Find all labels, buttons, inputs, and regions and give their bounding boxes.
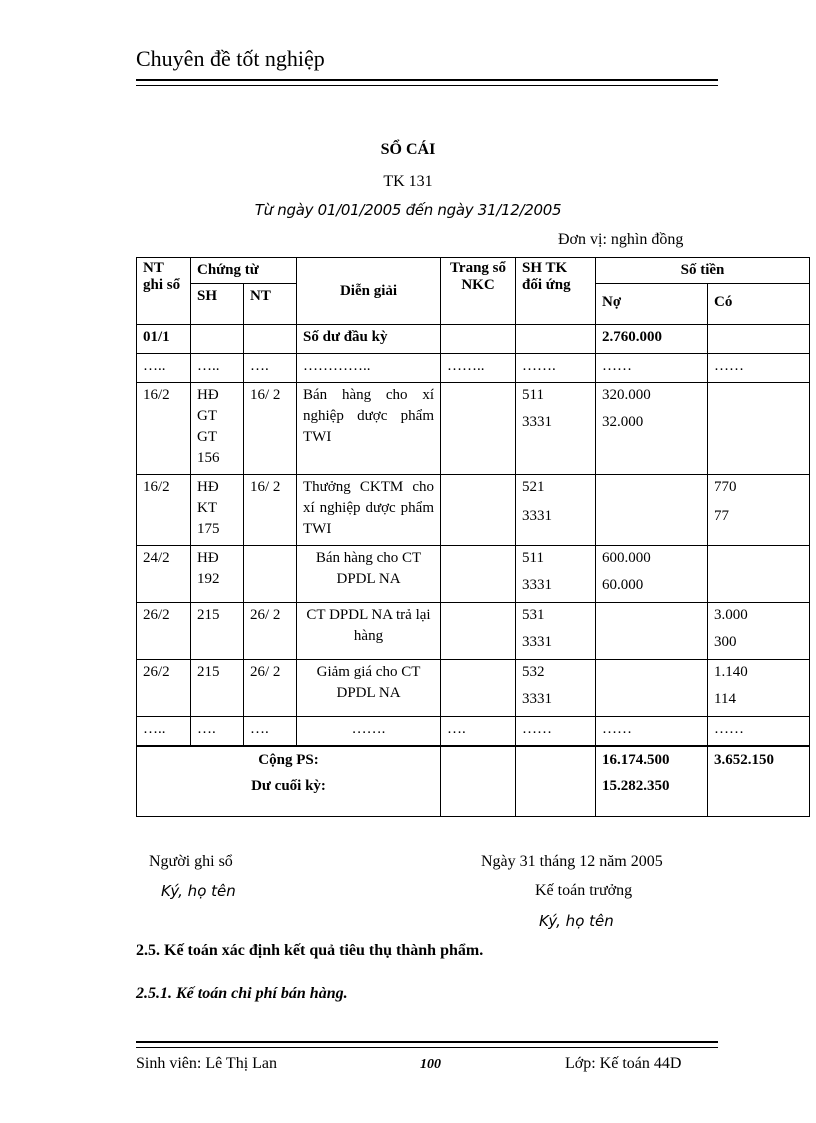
total-ps-debit: 16.174.500: [602, 752, 670, 768]
ledger-table: [136, 257, 810, 817]
period-label: Từ ngày 01/01/2005 đến ngày 31/12/2005: [254, 201, 562, 219]
header-sh: SH: [191, 284, 244, 325]
opening-desc: Số dư đầu kỳ: [297, 325, 441, 354]
chief-sign-label: Ký, họ tên: [539, 912, 614, 930]
footer-class: Lớp: Kế toán 44D: [565, 1055, 682, 1072]
table-row: 26/2 215 26/ 2 CT DPDL NA trả lại hàng 531 3331 3.000 300: [137, 603, 810, 660]
recorder-label: Người ghi sổ: [149, 853, 233, 870]
total-ps-label: Cộng PS:: [258, 752, 319, 768]
table-header-row: [137, 258, 810, 284]
table-row: 16/2 HĐ KT 175 16/ 2 Thưởng CKTM cho xí nghiệp dược phẩm TWI 521 3331 770 77: [137, 475, 810, 546]
footer-page-number: 100: [420, 1057, 441, 1072]
header-divider: [136, 79, 718, 86]
section-heading: 2.5. Kế toán xác định kết quả tiêu thụ thành phẩm.: [136, 942, 484, 959]
ellipsis-row: ….. ….. …. ………….. …….. ……. …… ……: [137, 354, 810, 383]
header-co: Có: [708, 284, 810, 325]
chief-accountant-label: Kế toán trưởng: [535, 882, 633, 899]
date-line: Ngày 31 tháng 12 năm 2005: [481, 853, 663, 870]
header-nt-ghi-so: NT ghi sổ: [137, 258, 191, 325]
table-row: 16/2 HĐ GT GT 156 16/ 2 Bán hàng cho xí nghiệp dược phẩm TWI 511 3331 320.000 32.000: [137, 383, 810, 475]
subsection-heading: 2.5.1. Kế toán chi phí bán hàng.: [136, 985, 348, 1002]
opening-balance-row: [137, 325, 810, 354]
ending-balance-label: Dư cuối kỳ:: [251, 778, 326, 794]
page-header-title: Chuyên đề tốt nghiệp: [136, 46, 325, 71]
total-ps-credit: 3.652.150: [714, 752, 775, 768]
header-chung-tu: Chứng từ: [191, 258, 297, 284]
opening-debit: 2.760.000: [596, 325, 708, 354]
header-sh-tk: SH TK đối ứng: [516, 258, 596, 325]
table-row: 26/2 215 26/ 2 Giảm giá cho CT DPDL NA 532 3331 1.140 114: [137, 660, 810, 717]
header-trang-so: Trang sổ NKC: [441, 258, 516, 325]
document-title: SỔ CÁI: [380, 141, 436, 158]
table-row: 24/2 HĐ 192 Bán hàng cho CT DPDL NA 511 3331 600.000 60.000: [137, 546, 810, 603]
account-label: TK 131: [383, 173, 433, 190]
ellipsis-row: ….. …. …. ……. …. …… …… ……: [137, 717, 810, 747]
header-dien-giai: Diễn giải: [297, 258, 441, 325]
unit-label: Đơn vị: nghìn đồng: [558, 231, 684, 248]
header-no: Nợ: [596, 284, 708, 325]
opening-date: 01/1: [137, 325, 191, 354]
totals-row: [137, 746, 810, 817]
header-so-tien: Số tiền: [596, 258, 810, 284]
ending-balance-debit: 15.282.350: [602, 778, 670, 794]
footer-divider: [136, 1041, 718, 1048]
footer-student: Sinh viên: Lê Thị Lan: [136, 1055, 278, 1072]
header-nt: NT: [244, 284, 297, 325]
recorder-sign-label: Ký, họ tên: [161, 882, 236, 900]
